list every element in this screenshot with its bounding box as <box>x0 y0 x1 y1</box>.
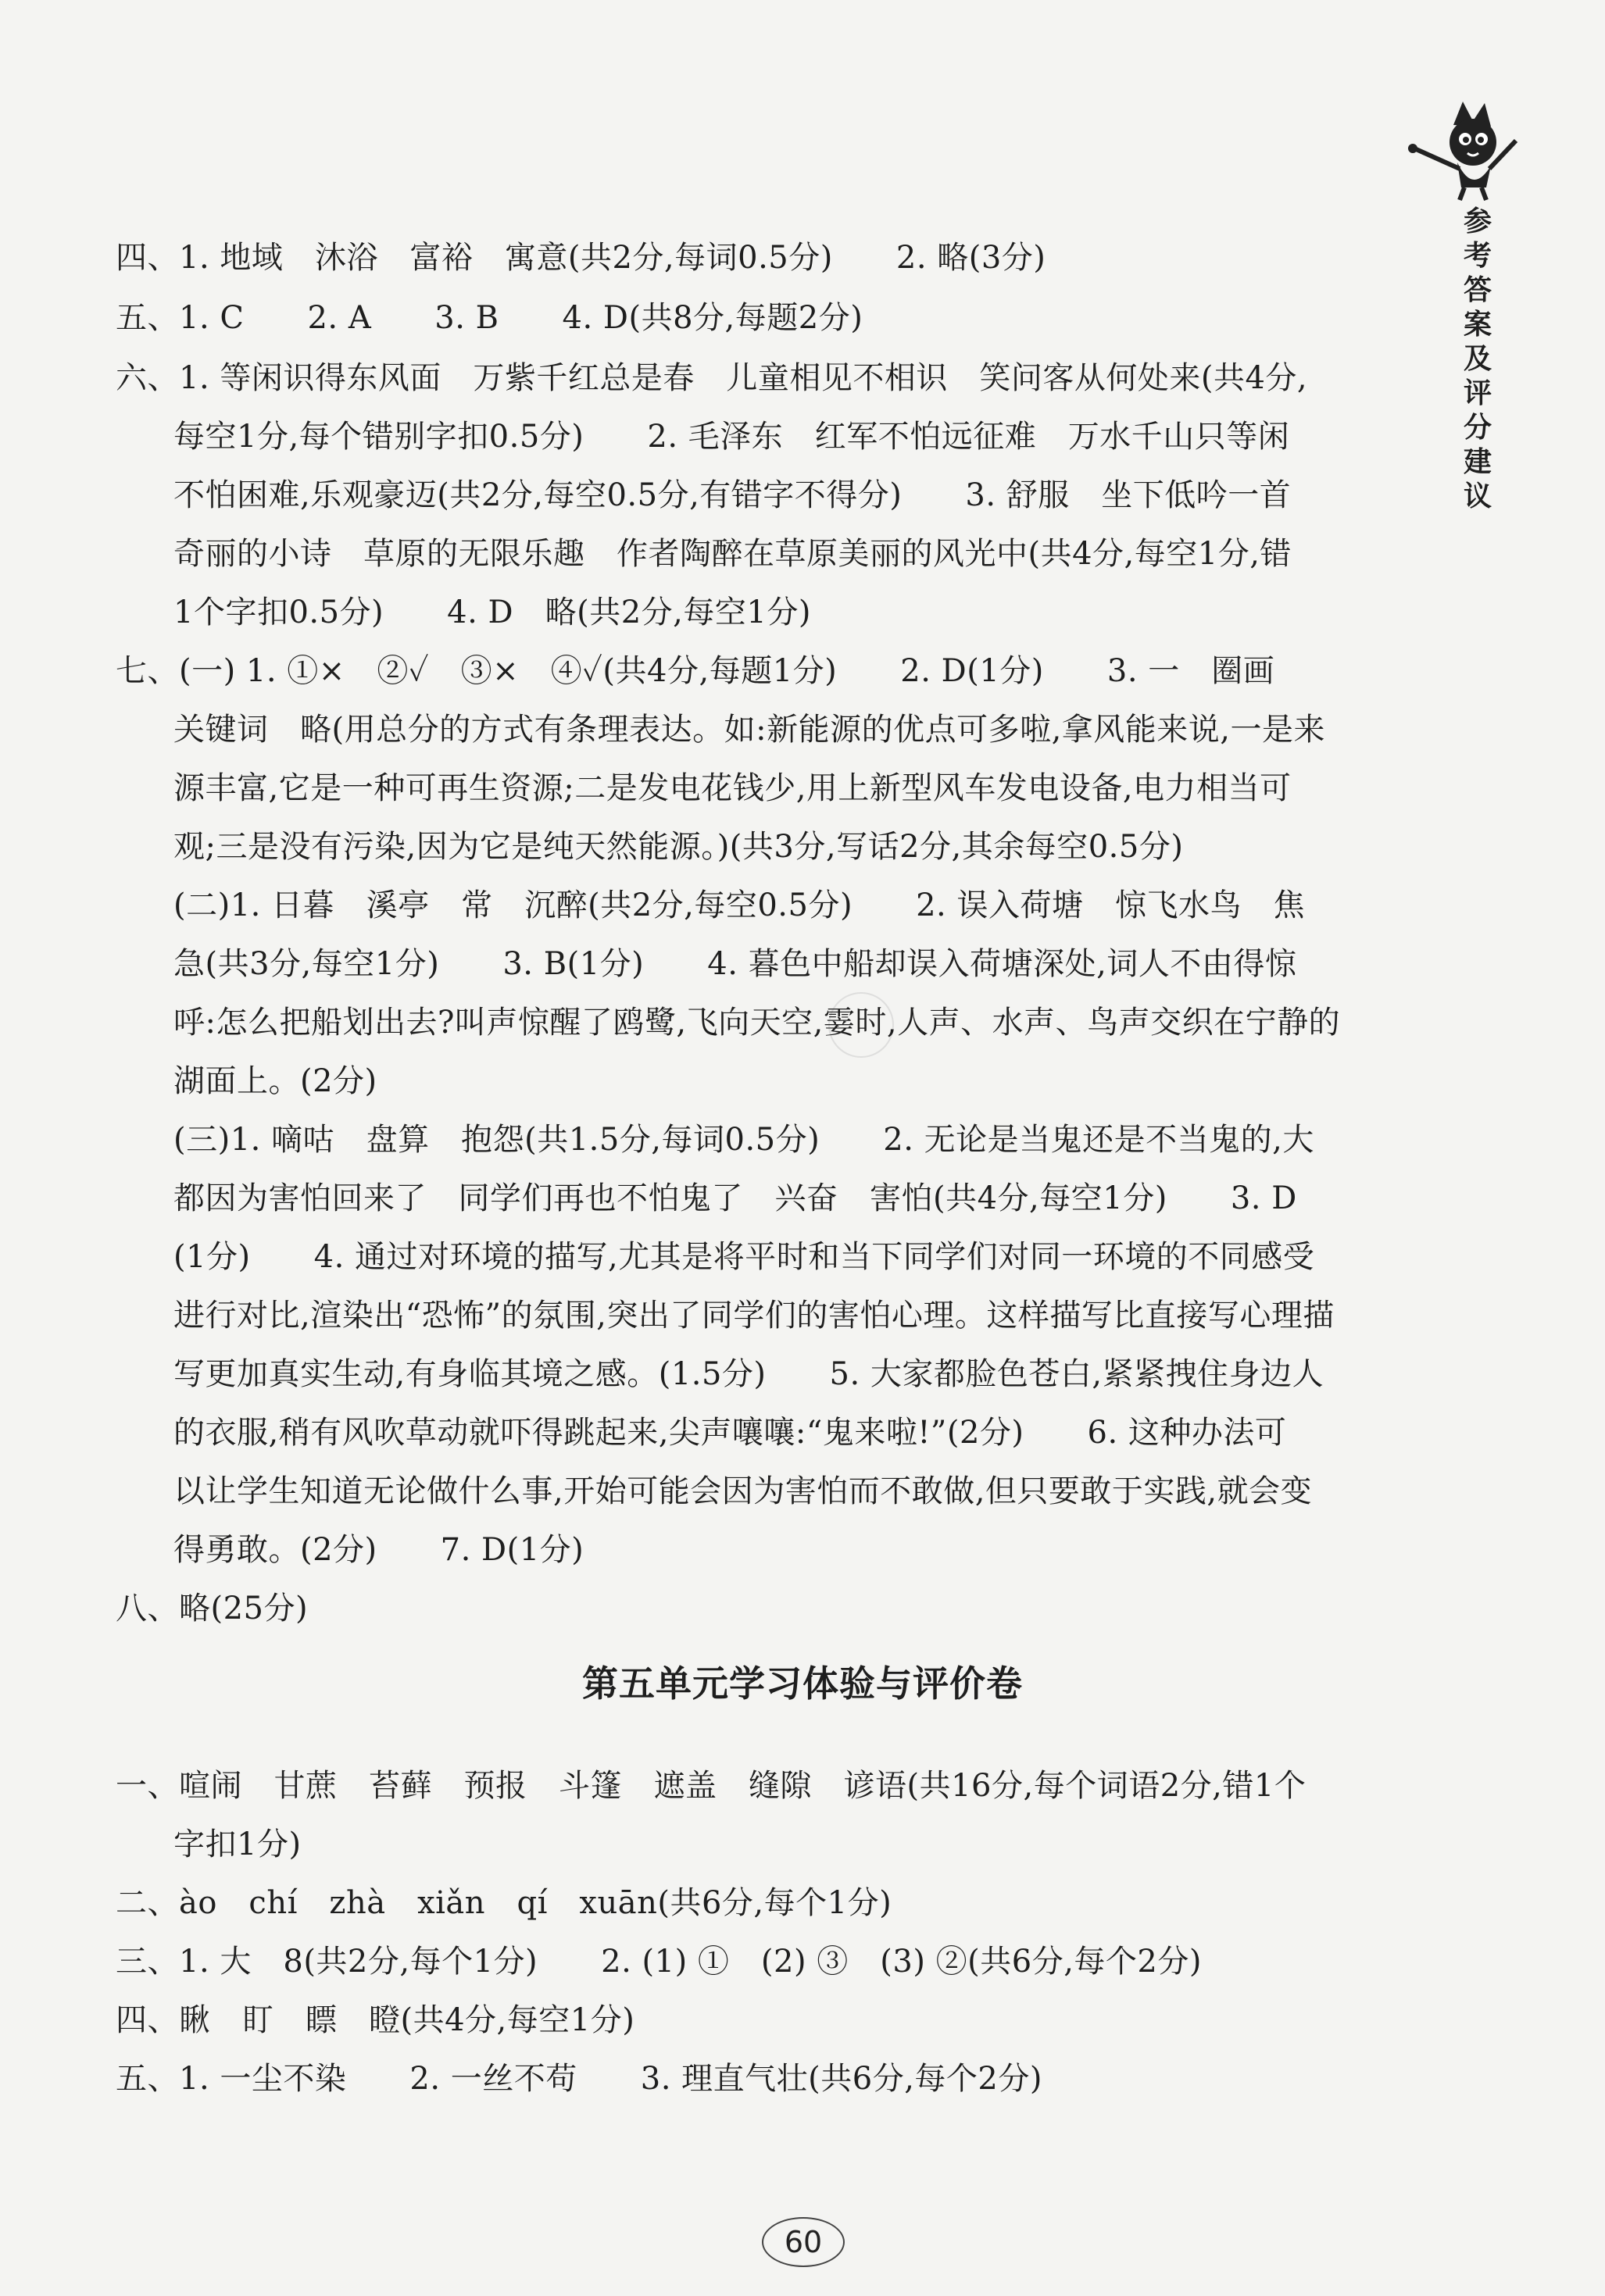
answer-line: 得勇敢。(2分) 7. D(1分) <box>173 1532 584 1568</box>
answer-line: 观;三是没有污染,因为它是纯天然能源。)(共3分,写话2分,其余每空0.5分) <box>173 829 1184 865</box>
answer-line: 湖面上。(2分) <box>173 1063 377 1099</box>
answer-line: 四、1. 地域 沐浴 富裕 寓意(共2分,每词0.5分) 2. 略(3分) <box>116 240 1046 276</box>
answer-line: 的衣服,稍有风吹草动就吓得跳起来,尖声嚷嚷:“鬼来啦!”(2分) 6. 这种办法可 <box>173 1415 1287 1451</box>
answer-line: 源丰富,它是一种可再生资源;二是发电花钱少,用上新型风车发电设备,电力相当可 <box>173 770 1292 806</box>
answer-line: 每空1分,每个错别字扣0.5分) 2. 毛泽东 红军不怕远征难 万水千山只等闲 <box>173 419 1290 455</box>
page-number: 60 <box>762 2217 845 2267</box>
answer-line: 呼:怎么把船划出去?叫声惊醒了鸥鹭,飞向天空,霎时,人声、水声、鸟声交织在宁静的 <box>173 1005 1341 1041</box>
answer-line: 八、略(25分) <box>116 1591 309 1626</box>
answer-line: 七、(一) 1. ①× ②✓ ③× ④✓(共4分,每题1分) 2. D(1分) 3. 一 圈画 <box>116 653 1275 689</box>
answer-line: 都因为害怕回来了 同学们再也不怕鬼了 兴奋 害怕(共4分,每空1分) 3. D <box>173 1180 1297 1216</box>
answer-line: 一、喧闹 甘蔗 苔藓 预报 斗篷 遮盖 缝隙 谚语(共16分,每个词语2分,错1个 <box>116 1768 1307 1804</box>
answer-line: 六、1. 等闲识得东风面 万紫千红总是春 儿童相见不相识 笑问客从何处来(共4分, <box>116 360 1308 396</box>
answer-line: (二)1. 日暮 溪亭 常 沉醉(共2分,每空0.5分) 2. 误入荷塘 惊飞水鸟 焦 <box>173 887 1305 923</box>
cat-mascot-icon <box>1399 94 1539 203</box>
answer-line: 以让学生知道无论做什么事,开始可能会因为害怕而不敢做,但只要敢于实践,就会变 <box>173 1473 1313 1509</box>
answer-line: 字扣1分) <box>173 1826 302 1862</box>
answer-line: (1分) 4. 通过对环境的描写,尤其是将平时和当下同学们对同一环境的不同感受 <box>173 1239 1315 1275</box>
answer-line: 五、1. C 2. A 3. B 4. D(共8分,每题2分) <box>116 300 863 336</box>
answer-line: 1个字扣0.5分) 4. D 略(共2分,每空1分) <box>173 595 811 630</box>
answer-line: 不怕困难,乐观豪迈(共2分,每空0.5分,有错字不得分) 3. 舒服 坐下低吟一首 <box>173 477 1292 513</box>
answer-line: 奇丽的小诗 草原的无限乐趣 作者陶醉在草原美丽的风光中(共4分,每空1分,错 <box>173 536 1292 572</box>
answer-line: 关键词 略(用总分的方式有条理表达。如:新能源的优点可多啦,拿风能来说,一是来 <box>173 712 1326 748</box>
answer-line: 四、瞅 盯 瞟 瞪(共4分,每空1分) <box>116 2002 635 2038</box>
answer-line: (三)1. 嘀咕 盘算 抱怨(共1.5分,每词0.5分) 2. 无论是当鬼还是不当鬼的,大 <box>173 1122 1314 1158</box>
answer-line: 进行对比,渲染出“恐怖”的氛围,突出了同学们的害怕心理。这样描写比直接写心理描 <box>173 1298 1335 1334</box>
answer-line: 急(共3分,每空1分) 3. B(1分) 4. 暮色中船却误入荷塘深处,词人不由得惊 <box>173 946 1297 982</box>
answer-line: 写更加真实生动,有身临其境之感。(1.5分) 5. 大家都脸色苍白,紧紧拽住身边人 <box>173 1356 1324 1392</box>
section-title: 第五单元学习体验与评价卷 <box>582 1662 1023 1705</box>
answer-line: 五、1. 一尘不染 2. 一丝不苟 3. 理直气壮(共6分,每个2分) <box>116 2061 1042 2097</box>
answer-line: 二、ào chí zhà xiǎn qí xuān(共6分,每个1分) <box>116 1885 892 1921</box>
side-label: 参考答案及评分建议 <box>1463 205 1492 512</box>
answer-line: 三、1. 大 8(共2分,每个1分) 2. (1) ① (2) ③ (3) ②(共6分,每个2分) <box>116 1944 1202 1980</box>
